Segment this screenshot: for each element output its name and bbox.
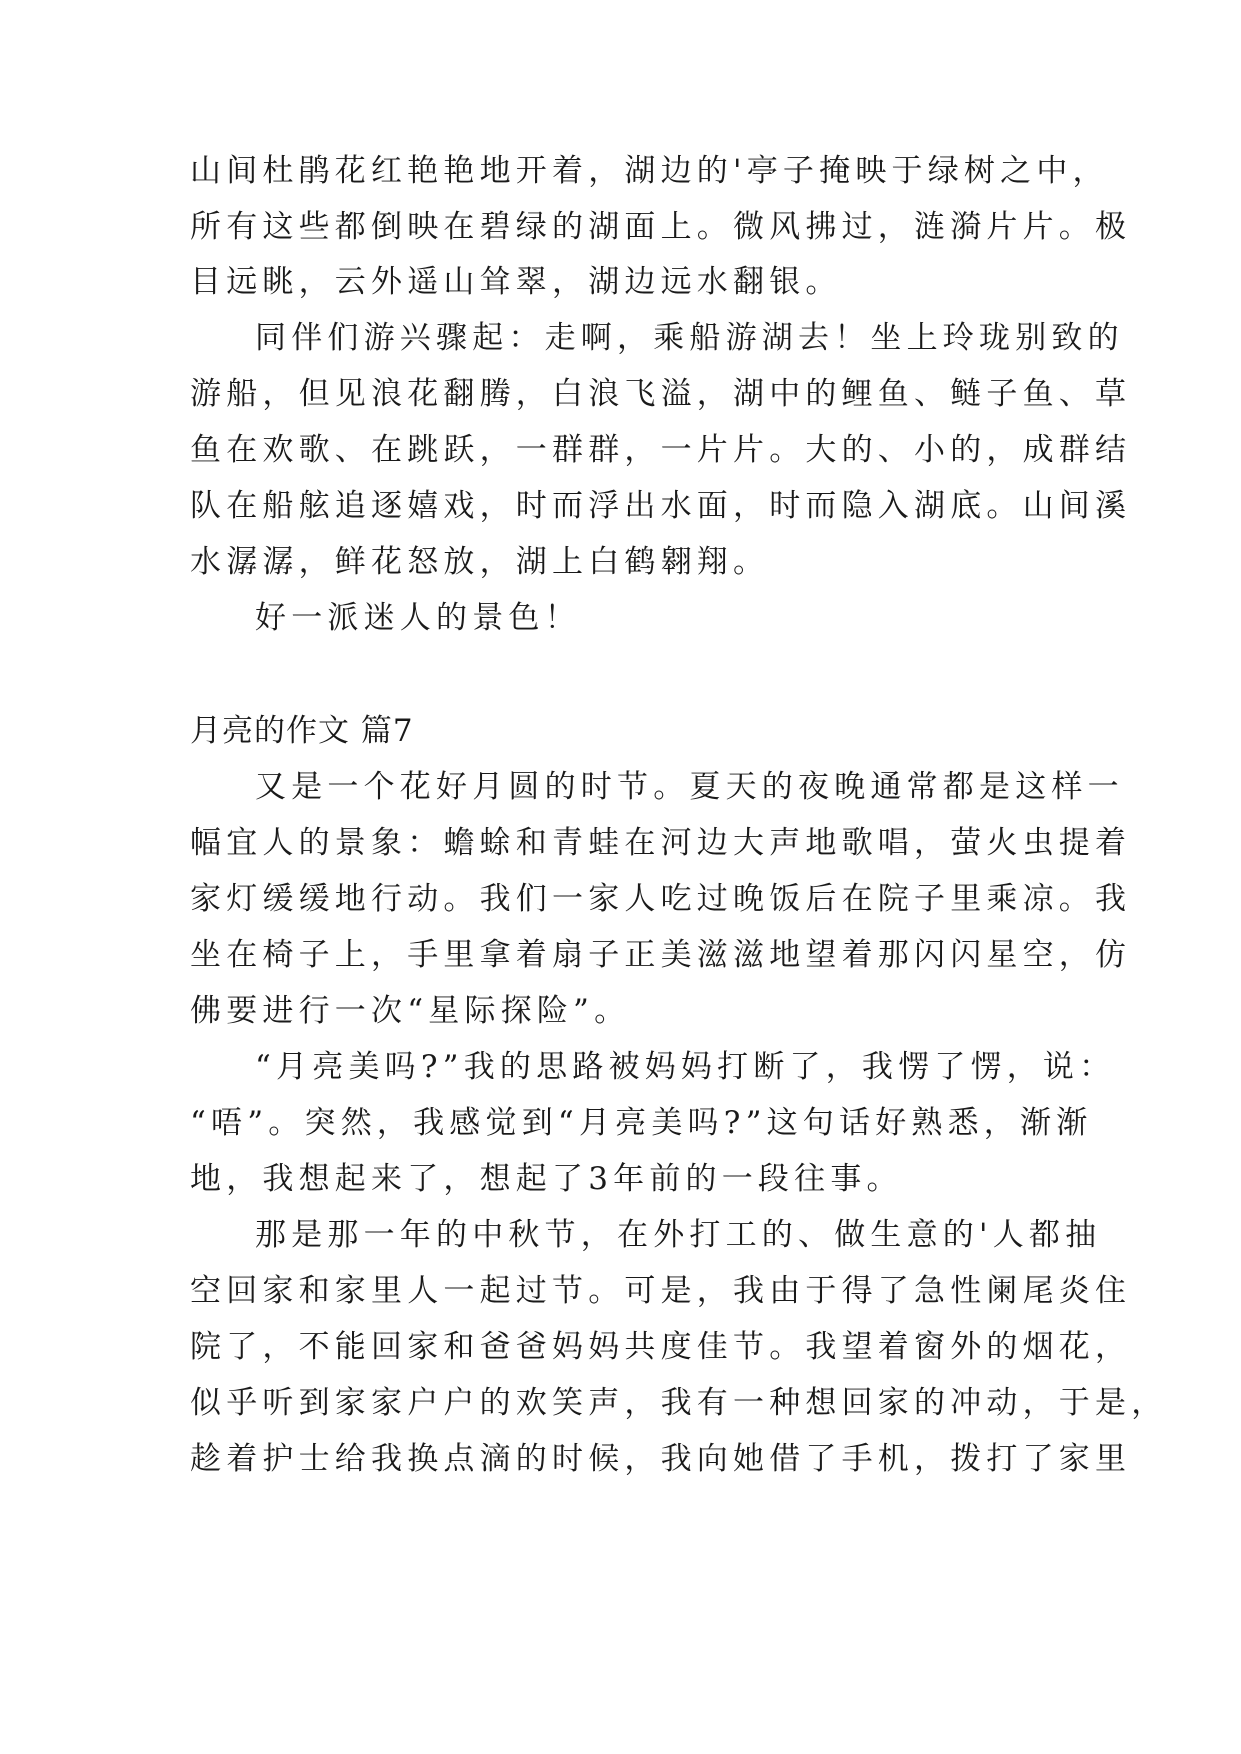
paragraph-line: 好一派迷人的景色！ xyxy=(255,600,581,636)
section-heading: 月亮的作文 篇7 xyxy=(190,713,414,749)
paragraph-line: 水潺潺，鲜花怒放，湖上白鹤翱翔。 xyxy=(190,544,770,580)
paragraph-line: “唔”。突然，我感觉到“月亮美吗?”这句话好熟悉，渐渐 xyxy=(190,1105,1093,1141)
paragraph-line: 鱼在欢歌、在跳跃，一群群，一片片。大的、小的，成群结 xyxy=(190,432,1132,468)
paragraph-line: 空回家和家里人一起过节。可是，我由于得了急性阑尾炎住 xyxy=(190,1273,1132,1309)
paragraph-line: 地，我想起来了，想起了3年前的一段往事。 xyxy=(190,1161,903,1197)
paragraph-line: 游船，但见浪花翻腾，白浪飞溢，湖中的鲤鱼、鲢子鱼、草 xyxy=(190,376,1132,412)
paragraph-line: 家灯缓缓地行动。我们一家人吃过晚饭后在院子里乘凉。我 xyxy=(190,881,1132,917)
paragraph-line: 所有这些都倒映在碧绿的湖面上。微风拂过，涟漪片片。极 xyxy=(190,209,1132,245)
paragraph-line: 趁着护士给我换点滴的时候，我向她借了手机，拨打了家里 xyxy=(190,1441,1132,1477)
paragraph-line: 又是一个花好月圆的时节。夏天的夜晚通常都是这样一 xyxy=(255,769,1124,805)
paragraph-line: 山间杜鹃花红艳艳地开着，湖边的'亭子掩映于绿树之中， xyxy=(190,153,1109,189)
paragraph-line: 目远眺，云外遥山耸翠，湖边远水翻银。 xyxy=(190,264,842,300)
paragraph-line: 那是那一年的中秋节，在外打工的、做生意的'人都抽 xyxy=(255,1217,1102,1253)
paragraph-line: 坐在椅子上，手里拿着扇子正美滋滋地望着那闪闪星空，仿 xyxy=(190,937,1132,973)
paragraph-line: 队在船舷追逐嬉戏，时而浮出水面，时而隐入湖底。山间溪 xyxy=(190,488,1132,524)
paragraph-line: 似乎听到家家户户的欢笑声，我有一种想回家的冲动，于是， xyxy=(190,1385,1168,1421)
paragraph-line: 幅宜人的景象：蟾蜍和青蛙在河边大声地歌唱，萤火虫提着 xyxy=(190,825,1132,861)
paragraph-line: 院了，不能回家和爸爸妈妈共度佳节。我望着窗外的烟花， xyxy=(190,1329,1132,1365)
paragraph-line: 佛要进行一次“星际探险”。 xyxy=(190,993,631,1029)
paragraph-line: 同伴们游兴骤起：走啊，乘船游湖去！坐上玲珑别致的 xyxy=(255,320,1124,356)
paragraph-line: “月亮美吗?”我的思路被妈妈打断了，我愣了愣，说： xyxy=(255,1049,1116,1085)
